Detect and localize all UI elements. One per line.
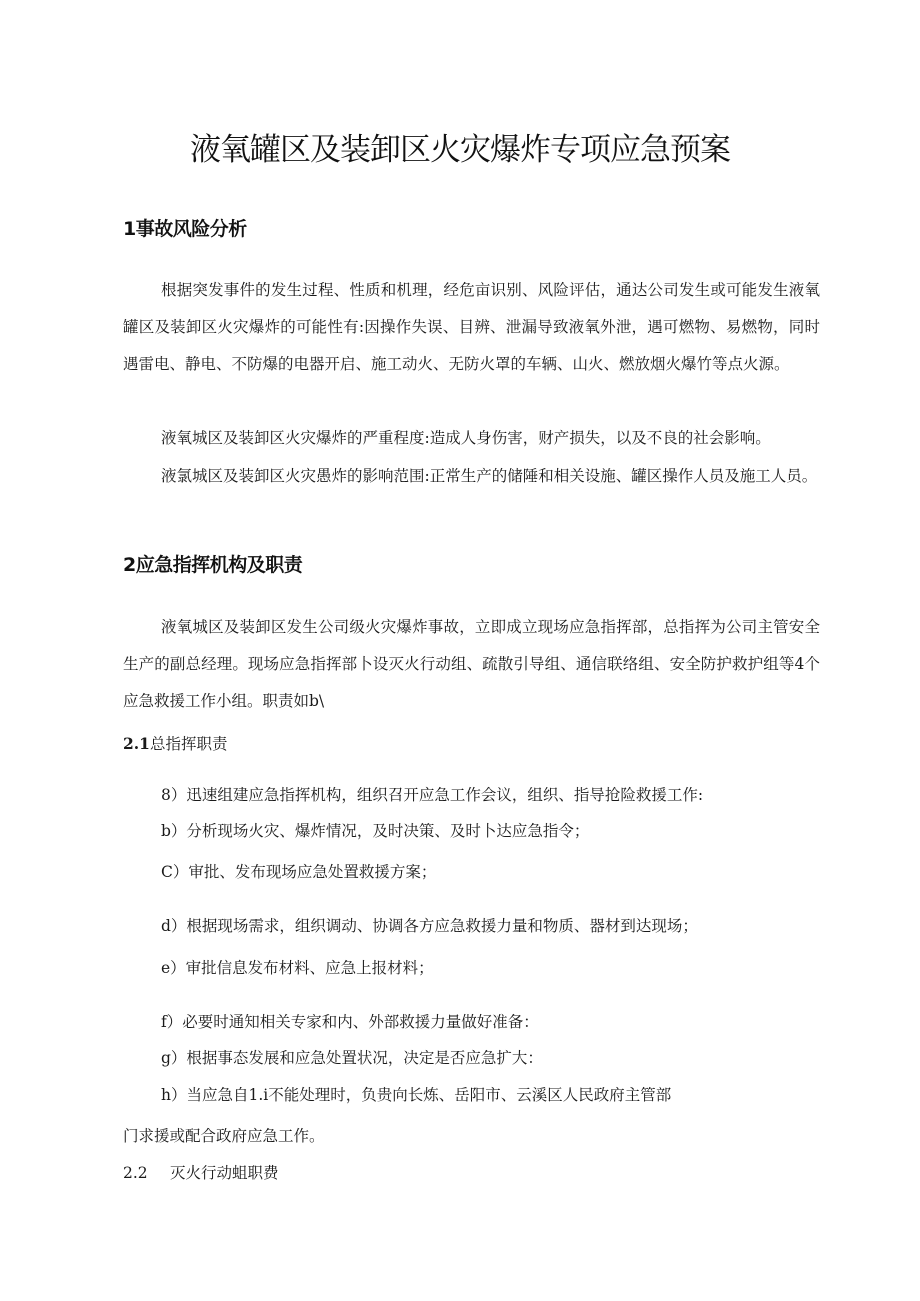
duty-item-e: e）审批信息发布材料、应急上报材料；: [161, 959, 434, 977]
section-1-paragraph-2: 液氧城区及装卸区火灾爆炸的严重程度:造成人身伤害，财产损失，以及不良的社会影响。: [161, 429, 771, 447]
duty-item-h-continuation: 门求援或配合政府应急工作。: [123, 1127, 325, 1145]
duty-item-a: 8）迅速组建应急指挥机构，组织召开应急工作会议，组织、指导抢险救援工作:: [161, 786, 704, 804]
subsection-2-2-title: 灭火行动蛆职费: [170, 1164, 279, 1182]
duty-item-c: C）审批、发布现场应急处置救援方案；: [161, 863, 437, 881]
duty-item-d: d）根据现场需求，组织调动、协调各方应急救援力量和物质、器材到达现场；: [161, 917, 698, 935]
subsection-2-2-number: 2.2: [123, 1164, 148, 1182]
subsection-2-2-heading: [123, 1161, 279, 1183]
document-title: 液氧罐区及装卸区火灾爆炸专项应急预案: [190, 132, 730, 168]
section-1-paragraph-1: 根据突发事件的发生过程、性质和机理，经危亩识别、风险评估，通达公司发生或可能发生液氧罐区及装卸区火灾爆炸的可能性有:因操作失误、目辨、泄漏导致液氧外泄，遇可燃物、易燃物，同时遇雷电、静电、不防爆的电器开启、施工动火、无防火罩的车辆、山火、燃放烟火爆竹等点火源。: [123, 281, 820, 373]
section-1-paragraph-3: 液氯城区及装卸区火灾愚炸的影响范围:正常生产的储陲和相关设施、罐区操作人员及施工人员。: [161, 467, 818, 485]
section-1-heading: 1事故风险分析: [123, 218, 247, 240]
duty-item-b: b）分析现场火灾、爆炸情况，及时决策、及时卜达应急指令；: [161, 822, 590, 840]
section-2-heading: 2应急指挥机构及职责: [123, 554, 303, 576]
subsection-2-1-title: 总指挥职责: [149, 735, 228, 753]
section-2-paragraph-1: 液氧城区及装卸区发生公司级火灾爆炸事故，立即成立现场应急指挥部，总指挥为公司主管安全生产的副总经理。现场应急指挥部卜设灭火行动组、疏散引导组、通信联络组、安全防护救护组等4个应急救援工作小组。职责如b\: [123, 618, 820, 710]
subsection-2-1-number: 2.1: [123, 734, 150, 753]
duty-item-f: f）必要时通知相关专家和内、外部救援力量做好准备：: [161, 1013, 539, 1031]
duty-item-g: g）根据事态发展和应急处置状况，决定是否应急扩大：: [161, 1049, 543, 1067]
duty-item-h: h）当应急自1.i不能处理时，负贵向长炼、岳阳市、云溪区人民政府主管部: [161, 1086, 672, 1104]
subsection-2-1-heading: [123, 732, 227, 754]
